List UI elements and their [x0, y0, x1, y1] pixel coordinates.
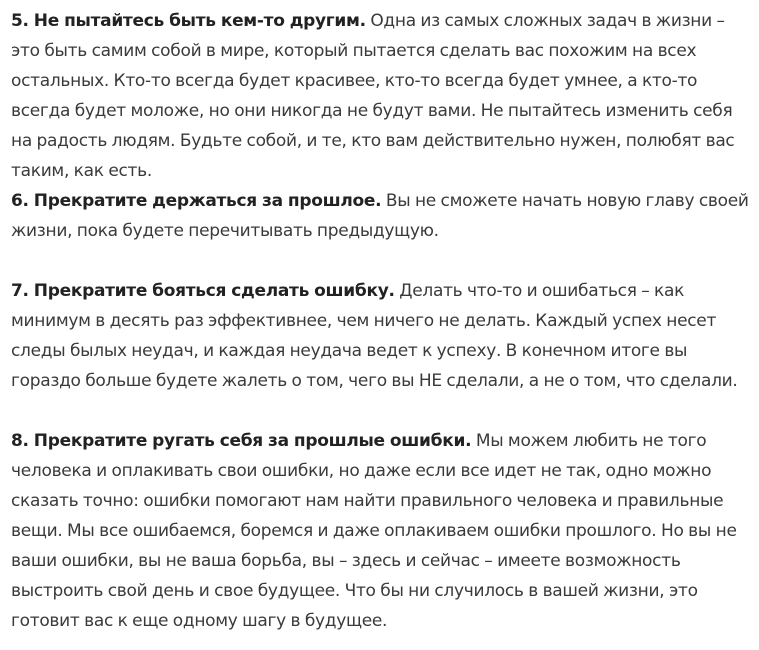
paragraph-6 — [11, 186, 755, 246]
paragraph-5-heading: 5. Не пытайтесь быть кем-то другим. — [11, 11, 366, 31]
paragraph-8 — [11, 426, 755, 636]
paragraph-6-text: Вы не сможете начать новую главу своей жизни, пока будете перечитывать предыдущую. — [11, 191, 749, 241]
paragraph-7 — [11, 276, 755, 396]
paragraph-7-heading: 7. Прекратите бояться сделать ошибку. — [11, 281, 395, 301]
paragraph-5 — [11, 6, 755, 186]
paragraph-6-heading: 6. Прекратите держаться за прошлое. — [11, 191, 382, 211]
paragraph-7-text: Делать что-то и ошибаться – как минимум в десять раз эффективнее, чем ничего не делать. Каждый успех несет следы былых неудач, и каждая неудача ведет к успеху. В конечном итоге вы гораздо больше будете жалеть о том, чего вы НЕ сделали, а не о том, что сделали. — [11, 281, 738, 391]
paragraph-5-text: Одна из самых сложных задач в жизни – это быть самим собой в мире, который пытается сделать вас похожим на всех остальных. Кто-то всегда будет красивее, кто-то всегда будет умнее, а кто-то всегда будет моложе, но они никогда не будут вами. Не пытайтесь изменить себя на радость людям. Будьте собой, и те, кто вам действительно нужен, полюбят вас таким, как есть. — [11, 11, 735, 181]
paragraph-8-heading: 8. Прекратите ругать себя за прошлые ошибки. — [11, 431, 472, 451]
paragraph-8-text: Мы можем любить не того человека и оплакивать свои ошибки, но даже если все идет не так, одно можно сказать точно: ошибки помогают нам найти правильного человека и правильные вещи. Мы все ошибаемся, боремся и даже оплакиваем ошибки прошлого. Но вы не ваши ошибки, вы не ваша борьба, вы – здесь и сейчас – имеете возможность выстроить свой день и свое будущее. Что бы ни случилось в вашей жизни, это готовит вас к еще одному шагу в будущее. — [11, 431, 737, 631]
